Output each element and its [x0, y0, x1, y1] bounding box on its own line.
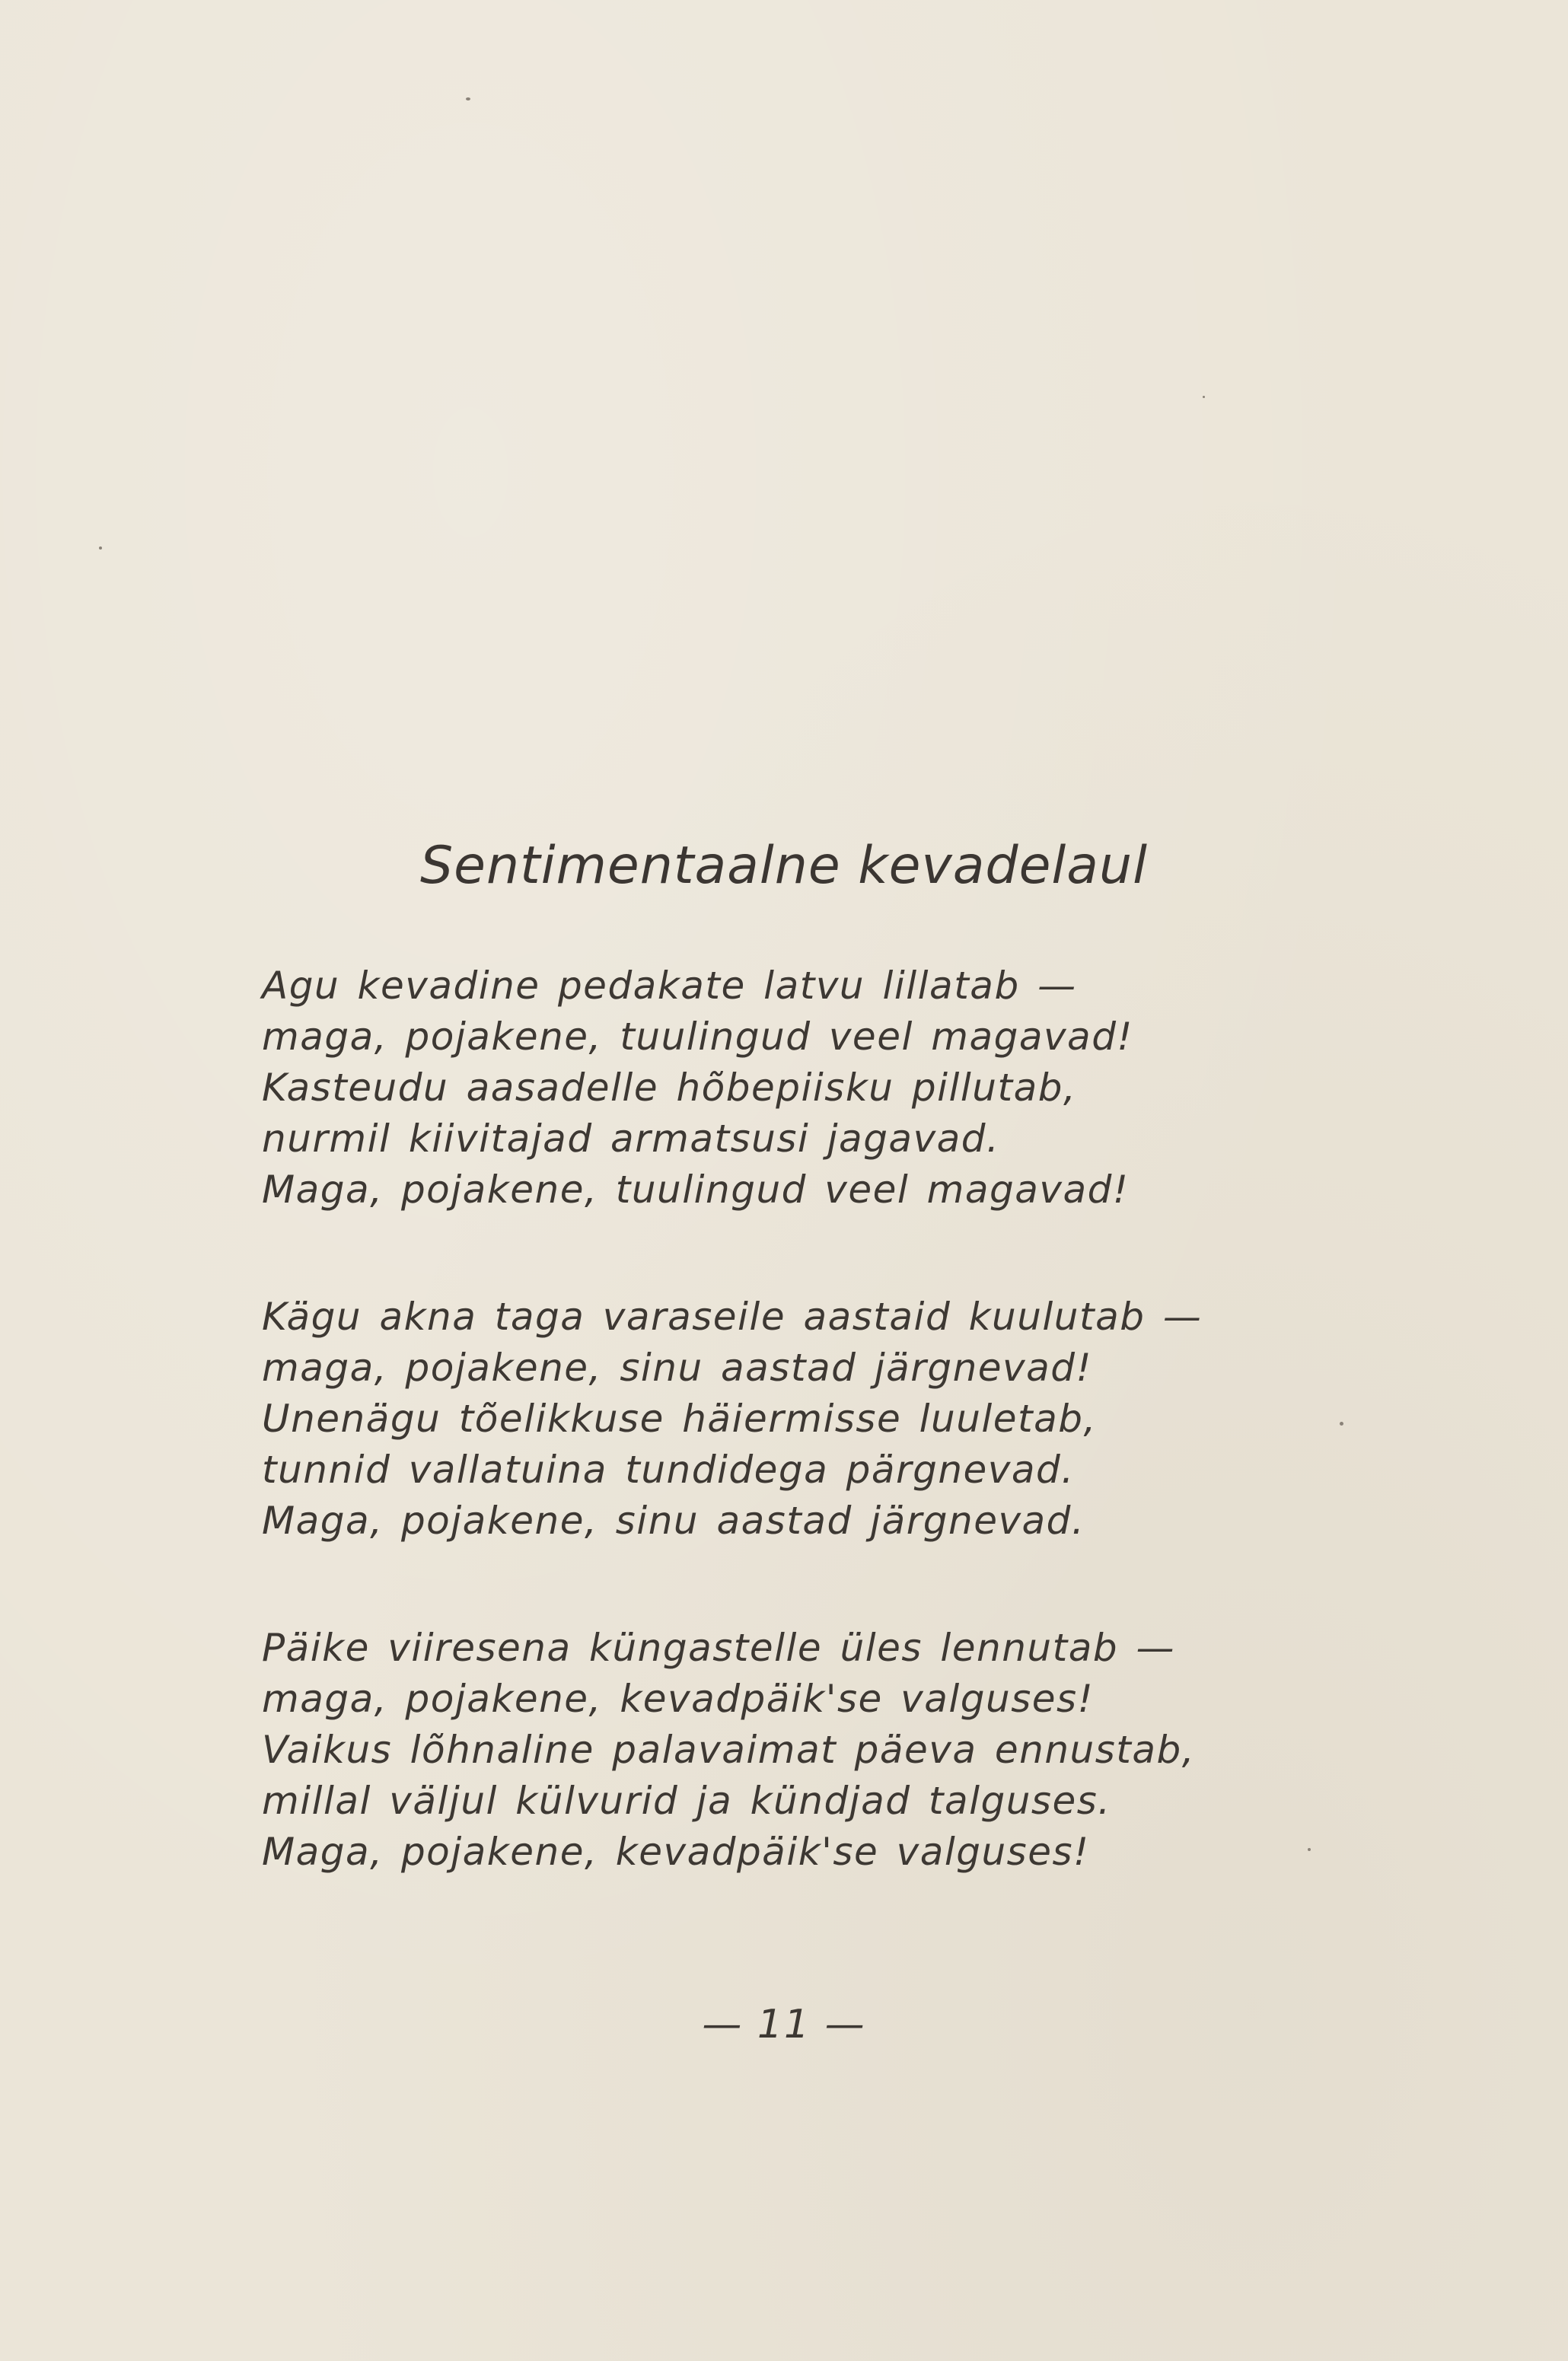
poem-line: maga, pojakene, sinu aastad järgnevad! [262, 1346, 1093, 1390]
poem-line: millal väljul külvurid ja kündjad talguses. [262, 1779, 1111, 1823]
poem-title: Sentimentaalne kevadelaul [420, 836, 1148, 896]
poem-line: Unenägu tõelikkuse häiermisse luuletab, [262, 1397, 1097, 1441]
poem-line: maga, pojakene, kevadpäik'se valguses! [262, 1677, 1095, 1721]
poem-line: Maga, pojakene, kevadpäik'se valguses! [262, 1830, 1090, 1874]
page-number: — 11 — [702, 2002, 866, 2047]
poem-line: tunnid vallatuina tundidega pärgnevad. [262, 1448, 1075, 1492]
poem-line: Päike viiresena küngastelle üles lennutab — [262, 1626, 1175, 1670]
poem-line: Kägu akna taga varaseile aastaid kuulutab — [262, 1295, 1203, 1339]
paper-speck [99, 546, 102, 550]
stanza-3 [262, 1623, 1327, 1878]
poem-line: nurmil kiivitajad armatsusi jagavad. [262, 1117, 1000, 1161]
poem-line: Maga, pojakene, tuulingud veel magavad! [262, 1168, 1130, 1212]
poem-line: Kasteudu aasadelle hõbepiisku pillutab, [262, 1066, 1077, 1110]
poem-line: maga, pojakene, tuulingud veel magavad! [262, 1015, 1133, 1059]
poem-line: Agu kevadine pedakate latvu lillatab — [262, 964, 1077, 1008]
poem-line: Maga, pojakene, sinu aastad järgnevad. [262, 1499, 1085, 1543]
stanza-2 [262, 1292, 1327, 1547]
poem-body [262, 961, 1327, 1954]
paper-speck [1203, 396, 1205, 398]
paper-speck [1340, 1422, 1343, 1426]
poem-line: Vaikus lõhnaline palavaimat päeva ennustab, [262, 1728, 1196, 1772]
stanza-1 [262, 961, 1327, 1216]
paper-speck [466, 97, 470, 100]
